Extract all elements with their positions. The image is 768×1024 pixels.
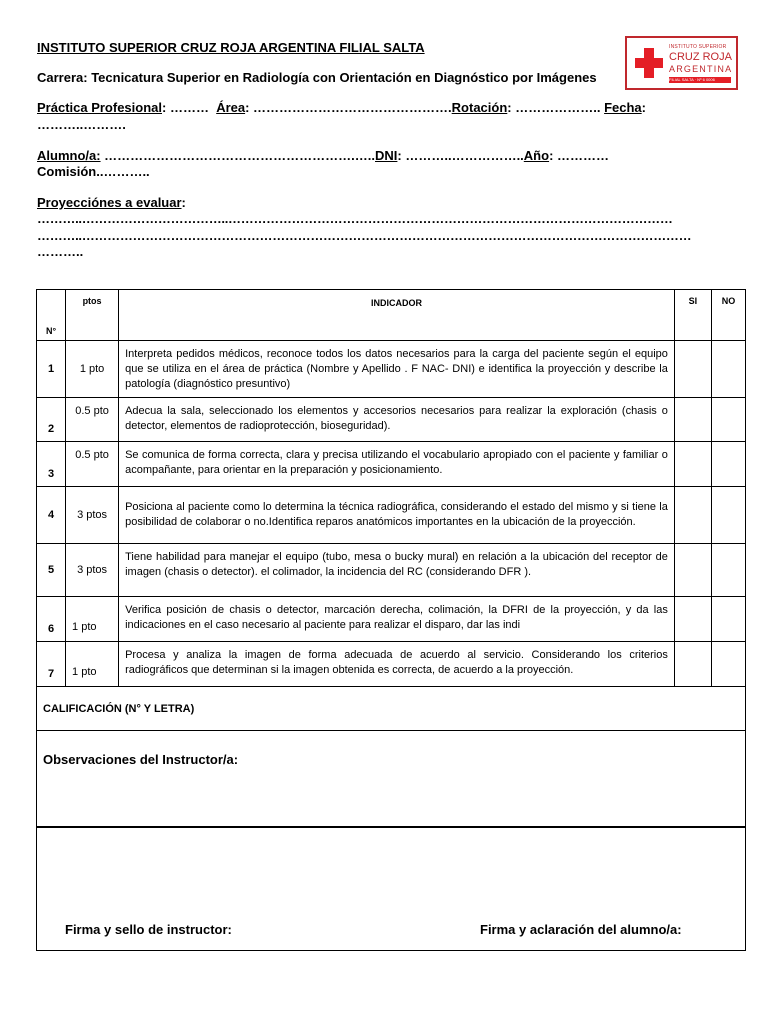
row-num: 3 bbox=[37, 442, 66, 487]
row-pts: 0.5 pto bbox=[66, 398, 119, 442]
header-pts: ptos bbox=[66, 290, 119, 341]
area-label: Área bbox=[216, 100, 246, 115]
observaciones-row bbox=[37, 731, 746, 828]
anio-fill: : ………… bbox=[549, 148, 610, 163]
calificacion-cell[interactable]: CALIFICACIÓN (N° Y LETRA) bbox=[37, 687, 746, 731]
fecha-fill: : bbox=[641, 100, 646, 115]
row-num: 7 bbox=[37, 642, 66, 687]
row-si-cell[interactable] bbox=[674, 398, 711, 442]
practica-fill: : ……… bbox=[162, 100, 209, 115]
table-row bbox=[37, 597, 746, 642]
observaciones-cell[interactable]: Observaciones del Instructor/a: bbox=[37, 731, 746, 828]
row-si-cell[interactable] bbox=[674, 597, 711, 642]
alumno-label: Alumno/a: bbox=[37, 148, 101, 163]
table-row bbox=[37, 341, 746, 398]
row-num: 2 bbox=[37, 398, 66, 442]
row-num: 1 bbox=[37, 341, 66, 398]
alumno-line bbox=[37, 148, 609, 163]
row-si-cell[interactable] bbox=[674, 544, 711, 597]
header-si: SI bbox=[674, 290, 711, 341]
row-indicador: Tiene habilidad para manejar el equipo (tubo, mesa o bucky mural) en relación a la ubicación del receptor de imagen (chasis o detector). el colimador, la incidencia del RC (considerando DFR ). bbox=[119, 544, 675, 597]
row-si-cell[interactable] bbox=[674, 442, 711, 487]
row-pts: 1 pto bbox=[66, 341, 119, 398]
practica-line bbox=[37, 100, 646, 115]
table-row bbox=[37, 487, 746, 544]
row-num: 4 bbox=[37, 487, 66, 544]
row-indicador: Verifica posición de chasis o detector, marcación derecha, colimación, la DFRI de la proyección, y da las indicaciones en el caso necesario al paciente para realizar el disparo, dar las indi bbox=[119, 597, 675, 642]
dni-fill: : ………..…………….. bbox=[397, 148, 524, 163]
fecha-continuation: ………..………. bbox=[37, 117, 126, 132]
row-indicador: Adecua la sala, seleccionado los elementos y accesorios necesarios para realizar la exploración (chasis o detector, elementos de radioprotección, bioseguridad). bbox=[119, 398, 675, 442]
proyecciones-label: Proyecciónes a evaluar bbox=[37, 195, 182, 210]
logo-line-2: CRUZ ROJA bbox=[669, 51, 732, 63]
red-cross-icon bbox=[635, 48, 663, 78]
proyecciones-colon: : bbox=[181, 195, 186, 210]
proyecciones-line-3: ……….. bbox=[37, 244, 84, 259]
header-no: NO bbox=[711, 290, 745, 341]
row-no-cell[interactable] bbox=[711, 341, 745, 398]
fecha-label: Fecha bbox=[604, 100, 642, 115]
row-si-cell[interactable] bbox=[674, 487, 711, 544]
row-pts: 1 pto bbox=[66, 642, 119, 687]
institute-title: INSTITUTO SUPERIOR CRUZ ROJA ARGENTINA FILIAL SALTA bbox=[37, 40, 425, 55]
table-row bbox=[37, 442, 746, 487]
row-si-cell[interactable] bbox=[674, 341, 711, 398]
cruz-roja-logo bbox=[625, 36, 738, 90]
row-no-cell[interactable] bbox=[711, 642, 745, 687]
header-num: N° bbox=[37, 290, 66, 341]
firmas-cell[interactable] bbox=[37, 827, 746, 951]
alumno-fill: ………………………………………………….….. bbox=[100, 148, 376, 163]
evaluation-table bbox=[36, 289, 746, 951]
row-no-cell[interactable] bbox=[711, 487, 745, 544]
row-indicador: Posiciona al paciente como lo determina la técnica radiográfica, considerando el estado del mismo y si tiene la posibilidad de colaborar o no.Identifica reparos anatómicos importantes en la ubicación de la proyección. bbox=[119, 487, 675, 544]
logo-line-1: INSTITUTO SUPERIOR bbox=[669, 44, 727, 50]
header-indicador: INDICADOR bbox=[119, 290, 675, 341]
comision-line: Comisión..……….. bbox=[37, 164, 150, 179]
row-pts: 1 pto bbox=[66, 597, 119, 642]
logo-line-4: FILIAL SALTA · Nº 6 0006 bbox=[669, 77, 731, 83]
practica-label: Práctica Profesional bbox=[37, 100, 162, 115]
table-row bbox=[37, 544, 746, 597]
firma-alumno-label: Firma y aclaración del alumno/a: bbox=[480, 922, 682, 937]
dni-label: DNI bbox=[375, 148, 398, 163]
row-no-cell[interactable] bbox=[711, 442, 745, 487]
row-indicador: Interpreta pedidos médicos, reconoce todos los datos necesarios para la carga del paciente según el equipo que se utiliza en el área de práctica (Nombre y Apellido . F NAC- DNI) e identifica la proyección y describe la patología (diagnóstico presuntivo) bbox=[119, 341, 675, 398]
logo-line-3: ARGENTINA bbox=[669, 64, 733, 74]
row-si-cell[interactable] bbox=[674, 642, 711, 687]
table-row bbox=[37, 642, 746, 687]
anio-label: Año bbox=[523, 148, 550, 163]
row-no-cell[interactable] bbox=[711, 544, 745, 597]
proyecciones-heading bbox=[37, 195, 186, 210]
table-row bbox=[37, 398, 746, 442]
row-pts: 3 ptos bbox=[66, 544, 119, 597]
proyecciones-line-1: ………..……………………………..…………………………………………………………………………………………… bbox=[37, 211, 673, 226]
row-num: 6 bbox=[37, 597, 66, 642]
row-no-cell[interactable] bbox=[711, 597, 745, 642]
row-no-cell[interactable] bbox=[711, 398, 745, 442]
row-pts: 0.5 pto bbox=[66, 442, 119, 487]
firma-instructor-label: Firma y sello de instructor: bbox=[65, 922, 232, 937]
rotacion-label: Rotación bbox=[451, 100, 508, 115]
row-pts: 3 ptos bbox=[66, 487, 119, 544]
calificacion-row bbox=[37, 687, 746, 731]
firmas-row bbox=[37, 827, 746, 951]
career-line: Carrera: Tecnicatura Superior en Radiología con Orientación en Diagnóstico por Imágenes bbox=[37, 70, 597, 85]
row-indicador: Procesa y analiza la imagen de forma adecuada de acuerdo al servicio. Considerando los criterios radiográficos que determinan si la imagen obtenida es correcta, de acuerdo a la proyección. bbox=[119, 642, 675, 687]
rotacion-fill: : ……………….. bbox=[507, 100, 605, 115]
row-indicador: Se comunica de forma correcta, clara y precisa utilizando el vocabulario apropiado con el paciente y familiar o acompañante, para orientar en la preparación y posicionamiento. bbox=[119, 442, 675, 487]
area-fill: : ………………………………………. bbox=[245, 100, 452, 115]
row-num: 5 bbox=[37, 544, 66, 597]
table-header-row bbox=[37, 290, 746, 341]
proyecciones-line-2: ………..……………………………………………………………………………………………………………………………… bbox=[37, 228, 692, 243]
